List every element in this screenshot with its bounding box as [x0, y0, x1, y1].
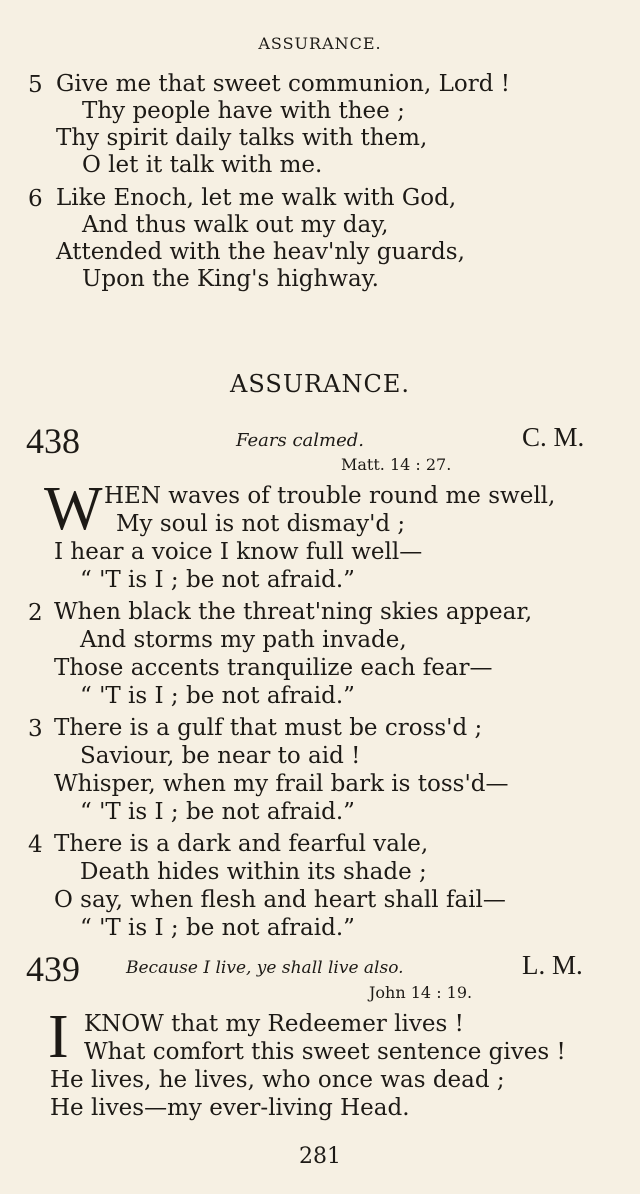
stanza-first-line — [84, 1010, 464, 1038]
scripture-reference: John 14 : 19. — [369, 983, 473, 1002]
stanza-line: Whisper, when my frail bark is toss'd— — [54, 771, 509, 797]
stanza-line: There is a dark and fearful vale, — [54, 831, 429, 857]
first-line-rest: that my Redeemer lives ! — [163, 1011, 464, 1037]
stanza-line: Thy people have with thee ; — [82, 98, 405, 124]
stanza-line: Give me that sweet communion, Lord ! — [56, 71, 510, 97]
small-caps-word: HEN — [104, 483, 161, 509]
stanza-number: 2 — [28, 600, 43, 626]
stanza-line: Saviour, be near to aid ! — [80, 743, 361, 769]
stanza-line: “ 'T is I ; be not afraid.” — [80, 915, 355, 941]
stanza-first-line — [104, 482, 555, 510]
stanza-line: And thus walk out my day, — [82, 212, 389, 238]
stanza-line: There is a gulf that must be cross'd ; — [54, 715, 483, 741]
hymn-number: 439 — [26, 949, 80, 989]
stanza-line: O say, when flesh and heart shall fail— — [54, 887, 506, 913]
stanza-line: I hear a voice I know full well— — [54, 539, 423, 565]
stanza-line: And storms my path invade, — [80, 627, 407, 653]
stanza-line: Like Enoch, let me walk with God, — [56, 185, 457, 211]
stanza-line: He lives, he lives, who once was dead ; — [50, 1067, 505, 1093]
hymn-meter: C. M. — [522, 422, 585, 452]
stanza-number: 3 — [28, 716, 43, 742]
hymn-number: 438 — [26, 421, 80, 461]
stanza-line: Upon the King's highway. — [82, 266, 379, 292]
stanza-line: “ 'T is I ; be not afraid.” — [80, 799, 355, 825]
stanza-line: He lives—my ever-living Head. — [50, 1095, 410, 1121]
stanza-line: My soul is not dismay'd ; — [116, 511, 406, 537]
stanza-line: Thy spirit daily talks with them, — [56, 125, 428, 151]
stanza-line: Those accents tranquilize each fear— — [54, 655, 493, 681]
stanza-number: 5 — [28, 72, 43, 98]
hymn-subtitle: Because I live, ye shall live also. — [126, 958, 404, 978]
running-head: ASSURANCE. — [258, 34, 382, 53]
stanza-line: “ 'T is I ; be not afraid.” — [80, 567, 355, 593]
drop-cap: W — [44, 475, 103, 543]
stanza-line: Attended with the heav'nly guards, — [56, 239, 465, 265]
stanza-line: “ 'T is I ; be not afraid.” — [80, 683, 355, 709]
page-number: 281 — [299, 1144, 341, 1169]
drop-cap: I — [48, 1003, 69, 1071]
hymn-subtitle: Fears calmed. — [236, 430, 364, 451]
stanza-line: When black the threat'ning skies appear, — [54, 599, 533, 625]
hymn-meter: L. M. — [522, 950, 583, 980]
stanza-line: What comfort this sweet sentence gives ! — [84, 1039, 566, 1065]
section-title: ASSURANCE. — [230, 370, 410, 398]
stanza-number: 4 — [28, 832, 43, 858]
scripture-reference: Matt. 14 : 27. — [341, 455, 452, 474]
first-line-rest: waves of trouble round me swell, — [160, 483, 556, 509]
stanza-line: O let it talk with me. — [82, 152, 323, 178]
stanza-number: 6 — [28, 186, 43, 212]
small-caps-word: KNOW — [84, 1011, 164, 1037]
stanza-line: Death hides within its shade ; — [80, 859, 427, 885]
